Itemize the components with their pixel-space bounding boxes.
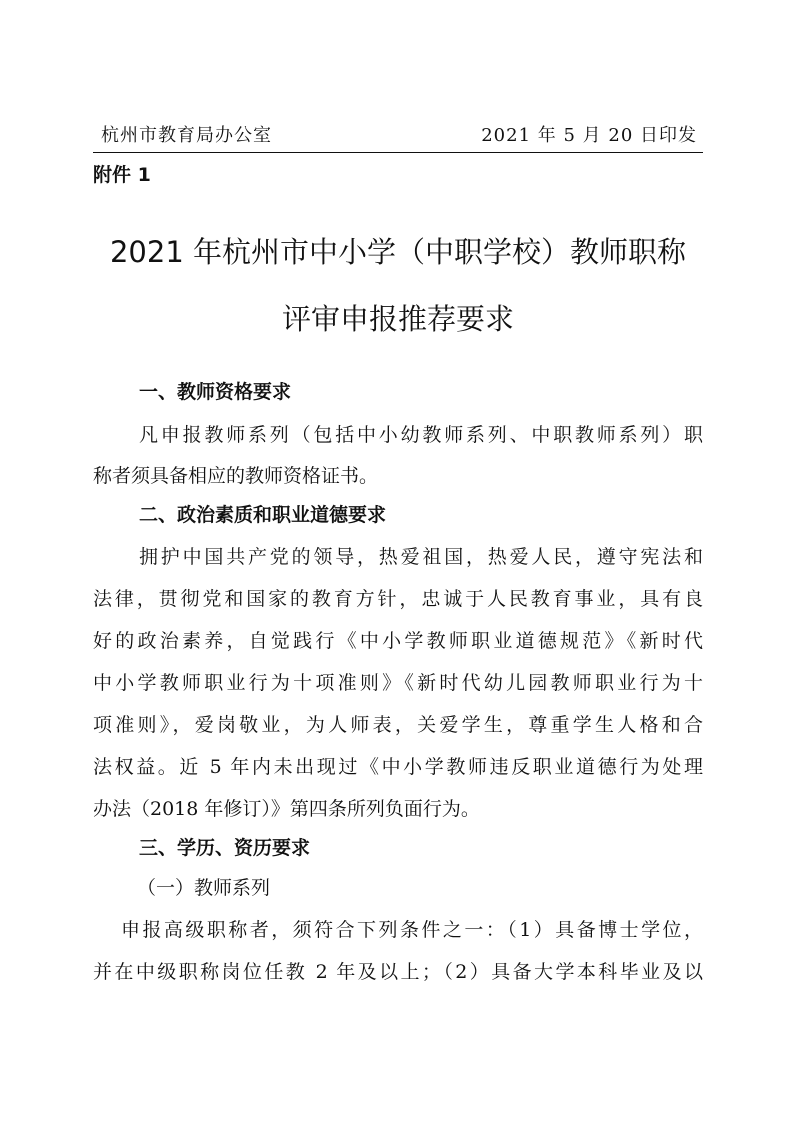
document-title-line-1: 2021 年杭州市中小学（中职学校）教师职称 [109,235,687,269]
paragraph-line: 法权益。近 5 年内未出现过《中小学教师违反职业道德行为处理 [93,756,703,778]
header-organization: 杭州市教育局办公室 [101,125,272,146]
paragraph-line: 拥护中国共产党的领导，热爱祖国，热爱人民，遵守宪法和 [139,546,703,568]
document-title-line-2: 评审申报推荐要求 [281,302,514,336]
section-heading-education: 三、学历、资历要求 [139,837,311,859]
paragraph-line: 法律，贯彻党和国家的教育方针，忠诚于人民教育事业，具有良 [93,588,703,610]
paragraph-line: 申报高级职称者，须符合下列条件之一：（1）具备博士学位， [121,919,703,941]
paragraph-line: 办法（2018 年修订）》第四条所列负面行为。 [93,798,480,820]
section-heading-ethics: 二、政治素质和职业道德要求 [139,504,387,526]
header-divider [93,152,703,153]
header-print-date: 2021 年 5 月 20 日印发 [481,125,697,146]
paragraph-line: 好的政治素养，自觉践行《中小学教师职业道德规范》《新时代 [93,630,703,652]
attachment-label: 附件 1 [93,164,151,186]
paragraph-line: 凡申报教师系列（包括中小幼教师系列、中职教师系列）职 [139,424,703,446]
subsection-heading-teacher-series: （一）教师系列 [137,877,271,899]
paragraph-line: 并在中级职称岗位任教 2 年及以上；（2）具备大学本科毕业及以 [93,961,703,983]
paragraph-line: 项准则》，爱岗敬业，为人师表，关爱学生，尊重学生人格和合 [93,714,703,736]
paragraph-line: 中小学教师职业行为十项准则》《新时代幼儿园教师职业行为十 [93,672,703,694]
paragraph-line: 称者须具备相应的教师资格证书。 [93,465,379,487]
section-heading-qualification: 一、教师资格要求 [139,381,292,403]
